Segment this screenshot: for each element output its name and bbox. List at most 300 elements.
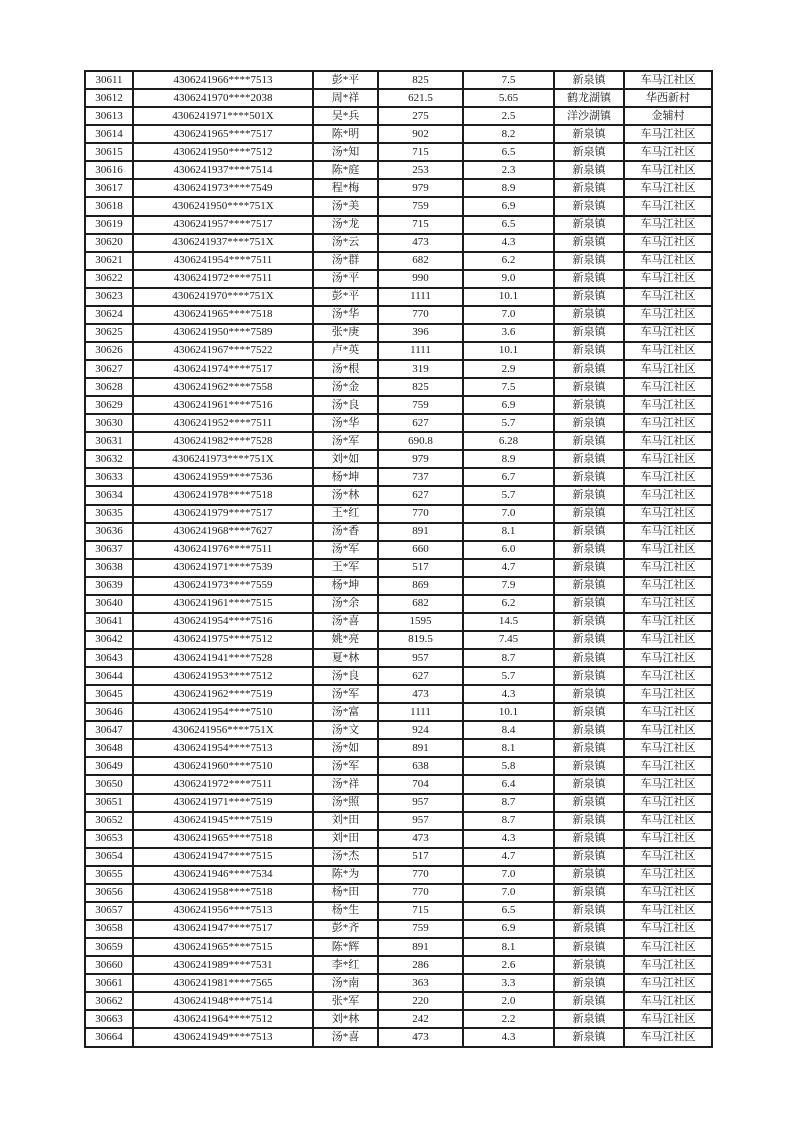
cell-name: 彭*平 — [313, 71, 378, 89]
cell-rate: 2.9 — [463, 360, 554, 378]
cell-serial: 30620 — [85, 234, 133, 252]
cell-village: 车马江社区 — [624, 1028, 712, 1047]
cell-name: 汤*喜 — [313, 1028, 378, 1047]
cell-village: 车马江社区 — [624, 794, 712, 812]
table-row — [85, 89, 712, 107]
cell-serial: 30621 — [85, 252, 133, 270]
cell-village: 车马江社区 — [624, 324, 712, 342]
cell-id_number: 4306241947****7515 — [133, 848, 313, 866]
cell-rate: 2.0 — [463, 992, 554, 1010]
cell-name: 汤*华 — [313, 306, 378, 324]
cell-serial: 30655 — [85, 866, 133, 884]
cell-name: 王*红 — [313, 505, 378, 523]
cell-name: 汤*云 — [313, 234, 378, 252]
cell-id_number: 4306241973****7549 — [133, 179, 313, 197]
cell-rate: 4.3 — [463, 234, 554, 252]
cell-name: 刘*田 — [313, 812, 378, 830]
cell-town: 新泉镇 — [554, 179, 624, 197]
cell-id_number: 4306241941****7528 — [133, 649, 313, 667]
table-row — [85, 685, 712, 703]
cell-village: 金辅村 — [624, 107, 712, 125]
cell-name: 姚*亮 — [313, 631, 378, 649]
table-row — [85, 342, 712, 360]
cell-town: 新泉镇 — [554, 378, 624, 396]
cell-id_number: 4306241982****7528 — [133, 432, 313, 450]
cell-town: 新泉镇 — [554, 685, 624, 703]
cell-village: 车马江社区 — [624, 414, 712, 432]
cell-rate: 6.4 — [463, 775, 554, 793]
cell-id_number: 4306241972****7511 — [133, 270, 313, 288]
table-row — [85, 956, 712, 974]
cell-amount: 1111 — [378, 288, 463, 306]
cell-town: 新泉镇 — [554, 306, 624, 324]
cell-name: 汤*知 — [313, 143, 378, 161]
cell-village: 车马江社区 — [624, 848, 712, 866]
cell-rate: 4.3 — [463, 685, 554, 703]
cell-serial: 30637 — [85, 541, 133, 559]
cell-id_number: 4306241962****7519 — [133, 685, 313, 703]
cell-name: 王*军 — [313, 559, 378, 577]
table-row — [85, 739, 712, 757]
cell-serial: 30659 — [85, 938, 133, 956]
cell-town: 新泉镇 — [554, 505, 624, 523]
cell-amount: 770 — [378, 866, 463, 884]
cell-village: 车马江社区 — [624, 830, 712, 848]
cell-name: 汤*如 — [313, 739, 378, 757]
cell-town: 新泉镇 — [554, 197, 624, 215]
table-row — [85, 143, 712, 161]
cell-name: 杨*田 — [313, 884, 378, 902]
cell-id_number: 4306241961****7516 — [133, 396, 313, 414]
cell-name: 彭*平 — [313, 288, 378, 306]
cell-name: 汤*军 — [313, 757, 378, 775]
cell-amount: 759 — [378, 920, 463, 938]
cell-rate: 6.5 — [463, 216, 554, 234]
cell-amount: 473 — [378, 1028, 463, 1047]
table-row — [85, 812, 712, 830]
cell-rate: 7.0 — [463, 866, 554, 884]
table-row — [85, 577, 712, 595]
cell-rate: 6.2 — [463, 595, 554, 613]
cell-village: 车马江社区 — [624, 920, 712, 938]
cell-town: 新泉镇 — [554, 71, 624, 89]
cell-serial: 30616 — [85, 161, 133, 179]
cell-id_number: 4306241961****7515 — [133, 595, 313, 613]
cell-rate: 9.0 — [463, 270, 554, 288]
cell-serial: 30661 — [85, 974, 133, 992]
cell-id_number: 4306241966****7513 — [133, 71, 313, 89]
table-row — [85, 107, 712, 125]
cell-id_number: 4306241973****751X — [133, 450, 313, 468]
cell-village: 车马江社区 — [624, 866, 712, 884]
cell-amount: 638 — [378, 757, 463, 775]
cell-rate: 4.3 — [463, 1028, 554, 1047]
cell-amount: 319 — [378, 360, 463, 378]
cell-name: 卢*英 — [313, 342, 378, 360]
cell-town: 新泉镇 — [554, 938, 624, 956]
cell-town: 新泉镇 — [554, 848, 624, 866]
cell-id_number: 4306241950****7512 — [133, 143, 313, 161]
cell-amount: 979 — [378, 179, 463, 197]
cell-name: 汤*祥 — [313, 775, 378, 793]
cell-village: 车马江社区 — [624, 197, 712, 215]
cell-serial: 30623 — [85, 288, 133, 306]
cell-name: 刘*如 — [313, 450, 378, 468]
table-row — [85, 848, 712, 866]
cell-village: 车马江社区 — [624, 486, 712, 504]
cell-id_number: 4306241953****7512 — [133, 667, 313, 685]
cell-serial: 30640 — [85, 595, 133, 613]
cell-town: 新泉镇 — [554, 920, 624, 938]
cell-serial: 30651 — [85, 794, 133, 812]
cell-town: 新泉镇 — [554, 342, 624, 360]
cell-rate: 6.0 — [463, 541, 554, 559]
table-row — [85, 902, 712, 920]
cell-name: 汤*军 — [313, 432, 378, 450]
cell-serial: 30636 — [85, 523, 133, 541]
cell-town: 新泉镇 — [554, 396, 624, 414]
cell-village: 车马江社区 — [624, 161, 712, 179]
cell-id_number: 4306241954****7510 — [133, 703, 313, 721]
cell-name: 周*祥 — [313, 89, 378, 107]
cell-name: 汤*平 — [313, 270, 378, 288]
table-row — [85, 450, 712, 468]
cell-serial: 30618 — [85, 197, 133, 215]
cell-amount: 473 — [378, 685, 463, 703]
cell-rate: 7.0 — [463, 306, 554, 324]
cell-village: 车马江社区 — [624, 270, 712, 288]
table-row — [85, 360, 712, 378]
cell-id_number: 4306241971****7519 — [133, 794, 313, 812]
cell-rate: 14.5 — [463, 613, 554, 631]
cell-village: 车马江社区 — [624, 902, 712, 920]
cell-amount: 473 — [378, 830, 463, 848]
cell-town: 新泉镇 — [554, 631, 624, 649]
cell-id_number: 4306241978****7518 — [133, 486, 313, 504]
cell-name: 汤*美 — [313, 197, 378, 215]
cell-village: 车马江社区 — [624, 342, 712, 360]
cell-village: 车马江社区 — [624, 306, 712, 324]
cell-village: 车马江社区 — [624, 179, 712, 197]
cell-amount: 1595 — [378, 613, 463, 631]
table-row — [85, 649, 712, 667]
cell-id_number: 4306241937****7514 — [133, 161, 313, 179]
cell-amount: 891 — [378, 739, 463, 757]
cell-rate: 7.0 — [463, 884, 554, 902]
cell-amount: 715 — [378, 902, 463, 920]
cell-town: 新泉镇 — [554, 216, 624, 234]
cell-amount: 891 — [378, 523, 463, 541]
cell-town: 新泉镇 — [554, 360, 624, 378]
cell-serial: 30639 — [85, 577, 133, 595]
cell-serial: 30625 — [85, 324, 133, 342]
cell-village: 华西新村 — [624, 89, 712, 107]
cell-amount: 517 — [378, 848, 463, 866]
cell-id_number: 4306241958****7518 — [133, 884, 313, 902]
cell-town: 新泉镇 — [554, 721, 624, 739]
cell-amount: 704 — [378, 775, 463, 793]
cell-name: 汤*良 — [313, 667, 378, 685]
cell-town: 新泉镇 — [554, 234, 624, 252]
cell-id_number: 4306241968****7627 — [133, 523, 313, 541]
cell-rate: 8.1 — [463, 739, 554, 757]
cell-serial: 30629 — [85, 396, 133, 414]
cell-village: 车马江社区 — [624, 613, 712, 631]
cell-amount: 770 — [378, 306, 463, 324]
cell-serial: 30662 — [85, 992, 133, 1010]
cell-amount: 990 — [378, 270, 463, 288]
cell-name: 陈*为 — [313, 866, 378, 884]
cell-serial: 30654 — [85, 848, 133, 866]
cell-amount: 979 — [378, 450, 463, 468]
cell-amount: 396 — [378, 324, 463, 342]
cell-amount: 627 — [378, 486, 463, 504]
cell-serial: 30622 — [85, 270, 133, 288]
cell-rate: 5.8 — [463, 757, 554, 775]
cell-serial: 30660 — [85, 956, 133, 974]
cell-village: 车马江社区 — [624, 631, 712, 649]
cell-amount: 627 — [378, 667, 463, 685]
cell-amount: 770 — [378, 884, 463, 902]
cell-village: 车马江社区 — [624, 757, 712, 775]
table-row — [85, 252, 712, 270]
table-row — [85, 414, 712, 432]
cell-village: 车马江社区 — [624, 523, 712, 541]
cell-village: 车马江社区 — [624, 577, 712, 595]
cell-amount: 759 — [378, 197, 463, 215]
cell-id_number: 4306241967****7522 — [133, 342, 313, 360]
cell-rate: 4.3 — [463, 830, 554, 848]
cell-rate: 8.2 — [463, 125, 554, 143]
cell-id_number: 4306241974****7517 — [133, 360, 313, 378]
table-row — [85, 179, 712, 197]
cell-serial: 30614 — [85, 125, 133, 143]
cell-amount: 737 — [378, 468, 463, 486]
table-row — [85, 631, 712, 649]
cell-amount: 253 — [378, 161, 463, 179]
cell-name: 杨*坤 — [313, 577, 378, 595]
cell-name: 陈*辉 — [313, 938, 378, 956]
cell-village: 车马江社区 — [624, 396, 712, 414]
cell-rate: 6.28 — [463, 432, 554, 450]
cell-amount: 957 — [378, 649, 463, 667]
cell-village: 车马江社区 — [624, 234, 712, 252]
cell-serial: 30644 — [85, 667, 133, 685]
table-row — [85, 830, 712, 848]
cell-village: 车马江社区 — [624, 143, 712, 161]
table-row — [85, 523, 712, 541]
cell-serial: 30650 — [85, 775, 133, 793]
cell-serial: 30653 — [85, 830, 133, 848]
cell-serial: 30647 — [85, 721, 133, 739]
cell-id_number: 4306241970****2038 — [133, 89, 313, 107]
table-row — [85, 125, 712, 143]
cell-village: 车马江社区 — [624, 125, 712, 143]
cell-town: 新泉镇 — [554, 812, 624, 830]
cell-rate: 7.0 — [463, 505, 554, 523]
table-row — [85, 920, 712, 938]
cell-rate: 8.1 — [463, 938, 554, 956]
table-row — [85, 306, 712, 324]
cell-serial: 30613 — [85, 107, 133, 125]
cell-id_number: 4306241954****7513 — [133, 739, 313, 757]
cell-amount: 363 — [378, 974, 463, 992]
table-row — [85, 559, 712, 577]
table-row — [85, 396, 712, 414]
cell-village: 车马江社区 — [624, 541, 712, 559]
cell-amount: 825 — [378, 71, 463, 89]
cell-id_number: 4306241937****751X — [133, 234, 313, 252]
table-row — [85, 71, 712, 89]
cell-id_number: 4306241952****7511 — [133, 414, 313, 432]
cell-rate: 6.5 — [463, 143, 554, 161]
cell-name: 汤*林 — [313, 486, 378, 504]
cell-amount: 770 — [378, 505, 463, 523]
cell-serial: 30630 — [85, 414, 133, 432]
cell-id_number: 4306241976****7511 — [133, 541, 313, 559]
cell-amount: 660 — [378, 541, 463, 559]
cell-village: 车马江社区 — [624, 649, 712, 667]
cell-serial: 30617 — [85, 179, 133, 197]
cell-village: 车马江社区 — [624, 667, 712, 685]
cell-town: 新泉镇 — [554, 884, 624, 902]
cell-serial: 30663 — [85, 1010, 133, 1028]
cell-serial: 30633 — [85, 468, 133, 486]
table-row — [85, 775, 712, 793]
cell-amount: 220 — [378, 992, 463, 1010]
cell-village: 车马江社区 — [624, 956, 712, 974]
cell-id_number: 4306241956****7513 — [133, 902, 313, 920]
cell-town: 新泉镇 — [554, 450, 624, 468]
cell-serial: 30643 — [85, 649, 133, 667]
cell-id_number: 4306241979****7517 — [133, 505, 313, 523]
cell-town: 新泉镇 — [554, 252, 624, 270]
cell-id_number: 4306241964****7512 — [133, 1010, 313, 1028]
cell-id_number: 4306241954****7516 — [133, 613, 313, 631]
table-row — [85, 486, 712, 504]
cell-rate: 6.5 — [463, 902, 554, 920]
data-table — [84, 70, 713, 1048]
cell-amount: 286 — [378, 956, 463, 974]
cell-name: 夏*林 — [313, 649, 378, 667]
cell-amount: 819.5 — [378, 631, 463, 649]
cell-village: 车马江社区 — [624, 71, 712, 89]
cell-name: 汤*余 — [313, 595, 378, 613]
table-row — [85, 1010, 712, 1028]
table-row — [85, 270, 712, 288]
cell-village: 车马江社区 — [624, 884, 712, 902]
cell-village: 车马江社区 — [624, 288, 712, 306]
cell-rate: 7.45 — [463, 631, 554, 649]
cell-serial: 30635 — [85, 505, 133, 523]
cell-rate: 8.4 — [463, 721, 554, 739]
cell-id_number: 4306241962****7558 — [133, 378, 313, 396]
table-row — [85, 866, 712, 884]
cell-serial: 30657 — [85, 902, 133, 920]
table-row — [85, 794, 712, 812]
cell-id_number: 4306241950****751X — [133, 197, 313, 215]
cell-name: 汤*金 — [313, 378, 378, 396]
table-row — [85, 703, 712, 721]
cell-rate: 4.7 — [463, 848, 554, 866]
cell-amount: 682 — [378, 595, 463, 613]
cell-name: 陈*明 — [313, 125, 378, 143]
cell-town: 新泉镇 — [554, 414, 624, 432]
cell-id_number: 4306241975****7512 — [133, 631, 313, 649]
cell-rate: 8.7 — [463, 794, 554, 812]
cell-id_number: 4306241971****501X — [133, 107, 313, 125]
cell-rate: 2.3 — [463, 161, 554, 179]
cell-rate: 8.9 — [463, 179, 554, 197]
cell-amount: 1111 — [378, 703, 463, 721]
table-row — [85, 884, 712, 902]
cell-rate: 5.7 — [463, 667, 554, 685]
cell-rate: 2.5 — [463, 107, 554, 125]
cell-town: 新泉镇 — [554, 1028, 624, 1047]
cell-id_number: 4306241959****7536 — [133, 468, 313, 486]
table-body — [85, 71, 712, 1047]
cell-town: 新泉镇 — [554, 595, 624, 613]
cell-name: 汤*南 — [313, 974, 378, 992]
table-row — [85, 613, 712, 631]
cell-name: 汤*良 — [313, 396, 378, 414]
cell-village: 车马江社区 — [624, 974, 712, 992]
cell-town: 新泉镇 — [554, 992, 624, 1010]
cell-rate: 5.65 — [463, 89, 554, 107]
cell-town: 新泉镇 — [554, 794, 624, 812]
cell-rate: 7.5 — [463, 378, 554, 396]
cell-serial: 30612 — [85, 89, 133, 107]
table-row — [85, 541, 712, 559]
table-row — [85, 595, 712, 613]
cell-town: 新泉镇 — [554, 288, 624, 306]
cell-serial: 30646 — [85, 703, 133, 721]
cell-id_number: 4306241960****7510 — [133, 757, 313, 775]
cell-amount: 957 — [378, 812, 463, 830]
cell-town: 新泉镇 — [554, 649, 624, 667]
cell-amount: 902 — [378, 125, 463, 143]
table-row — [85, 216, 712, 234]
cell-serial: 30658 — [85, 920, 133, 938]
cell-rate: 8.9 — [463, 450, 554, 468]
cell-rate: 6.7 — [463, 468, 554, 486]
cell-amount: 715 — [378, 216, 463, 234]
cell-serial: 30648 — [85, 739, 133, 757]
cell-name: 汤*富 — [313, 703, 378, 721]
cell-town: 新泉镇 — [554, 613, 624, 631]
table-container — [84, 70, 713, 1048]
cell-rate: 7.5 — [463, 71, 554, 89]
cell-serial: 30611 — [85, 71, 133, 89]
cell-serial: 30656 — [85, 884, 133, 902]
cell-id_number: 4306241971****7539 — [133, 559, 313, 577]
cell-village: 车马江社区 — [624, 378, 712, 396]
cell-rate: 2.2 — [463, 1010, 554, 1028]
cell-name: 汤*军 — [313, 541, 378, 559]
cell-rate: 8.1 — [463, 523, 554, 541]
cell-name: 彭*齐 — [313, 920, 378, 938]
cell-town: 新泉镇 — [554, 468, 624, 486]
cell-town: 新泉镇 — [554, 541, 624, 559]
cell-amount: 682 — [378, 252, 463, 270]
cell-town: 新泉镇 — [554, 523, 624, 541]
cell-serial: 30632 — [85, 450, 133, 468]
cell-amount: 473 — [378, 234, 463, 252]
cell-amount: 517 — [378, 559, 463, 577]
cell-id_number: 4306241957****7517 — [133, 216, 313, 234]
cell-village: 车马江社区 — [624, 938, 712, 956]
cell-name: 张*军 — [313, 992, 378, 1010]
